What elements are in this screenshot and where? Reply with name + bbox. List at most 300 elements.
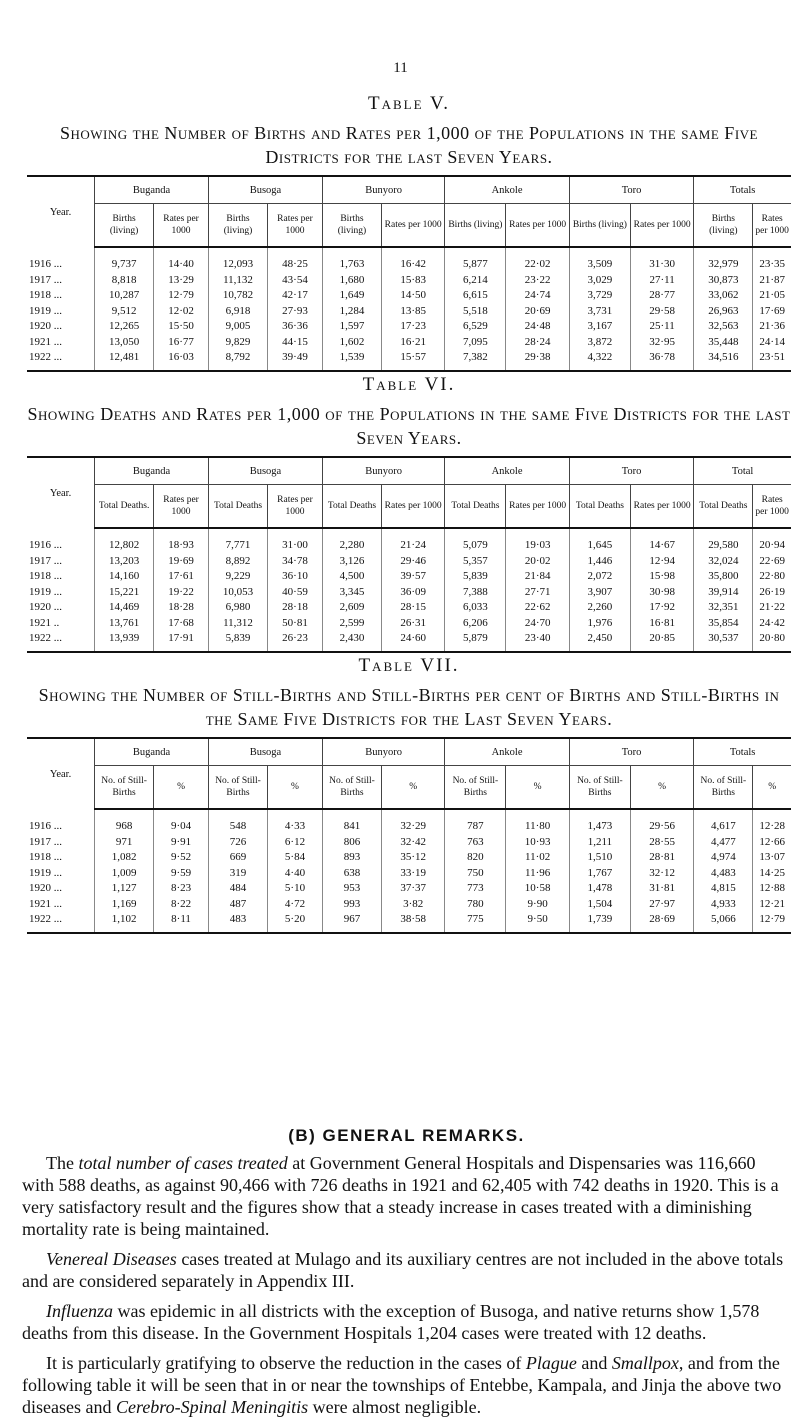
value-cell: 7,382 [445, 350, 506, 371]
group-ankole: Ankole [445, 738, 570, 766]
value-cell: 20·02 [506, 554, 569, 570]
sub-header-rates: Rates per 1000 [506, 204, 569, 248]
value-cell: 11·80 [506, 809, 569, 835]
year-cell: 1919 ... [29, 866, 62, 879]
sub-header-rates: Rates per 1000 [154, 204, 209, 248]
value-cell: 7,771 [208, 528, 267, 554]
value-cell: 5,839 [208, 631, 267, 652]
group-buganda: Buganda [95, 457, 209, 485]
value-cell: 35,854 [694, 616, 753, 632]
value-cell: 38·58 [382, 912, 445, 933]
value-cell: 13,203 [95, 554, 154, 570]
value-cell: 9·04 [154, 809, 209, 835]
value-cell: 8·23 [154, 881, 209, 897]
value-cell: 19·03 [506, 528, 569, 554]
value-cell: 39,914 [694, 585, 753, 601]
value-cell: 1,976 [569, 616, 630, 632]
emphasis-text: Venereal Diseases [46, 1249, 177, 1269]
table-vi [27, 456, 791, 653]
value-cell: 12,802 [95, 528, 154, 554]
year-cell: 1918 ... [29, 851, 62, 863]
value-cell: 11,312 [208, 616, 267, 632]
remarks-paragraph [22, 1152, 791, 1240]
value-cell: 21·24 [382, 528, 445, 554]
value-cell: 28·18 [268, 600, 323, 616]
value-cell: 1,009 [95, 866, 154, 882]
sub-header-rates: Rates per 1000 [382, 204, 445, 248]
value-cell: 15·83 [382, 273, 445, 289]
value-cell: 638 [322, 866, 381, 882]
value-cell: 5,066 [694, 912, 753, 933]
value-cell: 780 [445, 897, 506, 913]
sub-header-births: Births (living) [569, 204, 630, 248]
sub-header-deaths: Total Deaths [694, 485, 753, 529]
value-cell: 31·30 [630, 247, 693, 273]
sub-header-still-births: No. of Still-Births [694, 766, 753, 810]
value-cell: 1,767 [569, 866, 630, 882]
value-cell: 8,792 [208, 350, 267, 371]
value-cell: 13·29 [154, 273, 209, 289]
value-cell: 4,815 [694, 881, 753, 897]
value-cell: 1,680 [322, 273, 381, 289]
value-cell: 967 [322, 912, 381, 933]
value-cell: 17·61 [154, 569, 209, 585]
value-cell: 1,082 [95, 850, 154, 866]
emphasis-text: total number of cases treated [78, 1153, 288, 1173]
text-run: was epidemic in all districts with the exception of Busoga, and native returns show 1,578 deaths from this disease. In the Government Hospitals 1,204 cases were treated with 12 deaths. [22, 1301, 760, 1343]
year-cell: 1918 ... [29, 289, 62, 301]
emphasis-text: Influenza [46, 1301, 113, 1321]
text-run: cases treated at Mulago and its auxiliary centres are not included in the above totals and are considered separately in Appendix III. [22, 1249, 784, 1291]
table-vii-block [27, 655, 791, 934]
table-row [27, 912, 791, 933]
value-cell: 2,599 [322, 616, 381, 632]
value-cell: 806 [322, 835, 381, 851]
value-cell: 993 [322, 897, 381, 913]
value-cell: 1,504 [569, 897, 630, 913]
value-cell: 6,980 [208, 600, 267, 616]
year-cell: 1917 ... [29, 554, 62, 567]
value-cell: 9·52 [154, 850, 209, 866]
value-cell: 35,800 [694, 569, 753, 585]
value-cell: 15·50 [154, 319, 209, 335]
value-cell: 24·48 [506, 319, 569, 335]
value-cell: 1,763 [322, 247, 381, 273]
value-cell: 18·93 [154, 528, 209, 554]
value-cell: 1,211 [569, 835, 630, 851]
table-row [27, 850, 791, 866]
table-v [27, 175, 791, 372]
value-cell: 763 [445, 835, 506, 851]
value-cell: 893 [322, 850, 381, 866]
value-cell: 4·72 [268, 897, 323, 913]
table-row [27, 600, 791, 616]
year-cell: 1922 ... [27, 912, 95, 933]
year-cell: 1921 .. [29, 616, 60, 629]
value-cell: 29·58 [630, 304, 693, 320]
value-cell: 3,731 [569, 304, 630, 320]
group-totals: Totals [694, 176, 791, 204]
value-cell: 33,062 [694, 288, 753, 304]
value-cell: 12,265 [95, 319, 154, 335]
value-cell: 3,029 [569, 273, 630, 289]
value-cell: 26,963 [694, 304, 753, 320]
value-cell: 32·95 [630, 335, 693, 351]
sub-header-still-births: No. of Still-Births [322, 766, 381, 810]
value-cell: 14·67 [631, 528, 694, 554]
remarks-heading: (B) GENERAL REMARKS. [288, 1126, 525, 1145]
value-cell: 8,818 [95, 273, 154, 289]
sub-header-rates: Rates per 1000 [268, 485, 323, 529]
sub-header-deaths: Total Deaths. [95, 485, 154, 529]
value-cell: 13,761 [95, 616, 154, 632]
value-cell: 3,729 [569, 288, 630, 304]
value-cell: 16·21 [382, 335, 445, 351]
value-cell: 841 [322, 809, 381, 835]
value-cell: 669 [208, 850, 267, 866]
value-cell: 5,877 [445, 247, 506, 273]
value-cell: 23·40 [506, 631, 569, 652]
table-row [27, 350, 791, 371]
value-cell: 37·37 [382, 881, 445, 897]
value-cell: 13,939 [95, 631, 154, 652]
group-bunyoro: Bunyoro [322, 176, 444, 204]
value-cell: 483 [208, 912, 267, 933]
year-cell: 1920 ... [29, 882, 62, 894]
value-cell: 3·82 [382, 897, 445, 913]
value-cell: 10,782 [208, 288, 267, 304]
value-cell: 548 [208, 809, 267, 835]
value-cell: 319 [208, 866, 267, 882]
text-run: were almost negligible. [308, 1397, 482, 1417]
value-cell: 30·98 [631, 585, 694, 601]
value-cell: 22·69 [753, 554, 791, 570]
year-cell: 1916 ... [29, 819, 62, 832]
value-cell: 8,892 [208, 554, 267, 570]
value-cell: 42·17 [268, 288, 323, 304]
value-cell: 1,645 [569, 528, 630, 554]
value-cell: 10,287 [95, 288, 154, 304]
value-cell: 16·03 [154, 350, 209, 371]
value-cell: 9,737 [95, 247, 154, 273]
value-cell: 32,024 [694, 554, 753, 570]
value-cell: 6,615 [445, 288, 506, 304]
value-cell: 1,510 [569, 850, 630, 866]
value-cell: 23·51 [753, 350, 791, 371]
value-cell: 32·29 [382, 809, 445, 835]
value-cell: 24·42 [753, 616, 791, 632]
value-cell: 33·19 [382, 866, 445, 882]
sub-header-deaths: Total Deaths [569, 485, 630, 529]
value-cell: 14·40 [154, 247, 209, 273]
value-cell: 8·11 [154, 912, 209, 933]
value-cell: 1,597 [322, 319, 381, 335]
sub-header-rates: Rates per 1000 [382, 485, 445, 529]
value-cell: 22·80 [753, 569, 791, 585]
value-cell: 2,260 [569, 600, 630, 616]
sub-header-rates: Rates per 1000 [753, 204, 791, 248]
sub-header-percent: % [382, 766, 445, 810]
value-cell: 26·31 [382, 616, 445, 632]
value-cell: 39·57 [382, 569, 445, 585]
page-number: 11 [393, 60, 408, 76]
value-cell: 12·21 [753, 897, 791, 913]
value-cell: 9·91 [154, 835, 209, 851]
value-cell: 14,469 [95, 600, 154, 616]
value-cell: 11·96 [506, 866, 569, 882]
value-cell: 15·57 [382, 350, 445, 371]
value-cell: 44·15 [268, 335, 323, 351]
group-buganda: Buganda [95, 176, 209, 204]
table-vii-title: Table VII. [358, 655, 460, 676]
value-cell: 6,529 [445, 319, 506, 335]
group-busoga: Busoga [208, 738, 322, 766]
value-cell: 4·40 [268, 866, 323, 882]
value-cell: 1,649 [322, 288, 381, 304]
value-cell: 19·69 [154, 554, 209, 570]
table-vi-title: Table VI. [362, 374, 456, 395]
value-cell: 1,446 [569, 554, 630, 570]
group-totals: Totals [694, 738, 791, 766]
value-cell: 14·25 [753, 866, 791, 882]
value-cell: 12·28 [753, 809, 791, 835]
value-cell: 4,933 [694, 897, 753, 913]
value-cell: 9·59 [154, 866, 209, 882]
sub-header-still-births: No. of Still-Births [95, 766, 154, 810]
sub-header-births: Births (living) [95, 204, 154, 248]
value-cell: 18·28 [154, 600, 209, 616]
sub-header-births: Births (living) [445, 204, 506, 248]
table-row [27, 866, 791, 882]
value-cell: 28·55 [630, 835, 693, 851]
value-cell: 5,839 [445, 569, 506, 585]
value-cell: 775 [445, 912, 506, 933]
text-run: It is particularly gratifying to observe the reduction in the cases of [46, 1353, 526, 1373]
value-cell: 15,221 [95, 585, 154, 601]
value-cell: 29·46 [382, 554, 445, 570]
value-cell: 484 [208, 881, 267, 897]
group-toro: Toro [569, 738, 693, 766]
value-cell: 3,509 [569, 247, 630, 273]
value-cell: 5,357 [445, 554, 506, 570]
value-cell: 4,483 [694, 866, 753, 882]
year-cell: 1919 ... [29, 304, 62, 317]
value-cell: 787 [445, 809, 506, 835]
table-row [27, 335, 791, 351]
value-cell: 5·20 [268, 912, 323, 933]
year-cell: 1920 ... [29, 320, 62, 332]
value-cell: 487 [208, 897, 267, 913]
value-cell: 28·77 [630, 288, 693, 304]
value-cell: 27·97 [630, 897, 693, 913]
value-cell: 20·69 [506, 304, 569, 320]
year-header: Year. [27, 176, 95, 247]
group-ankole: Ankole [445, 457, 570, 485]
table-row [27, 319, 791, 335]
value-cell: 34·78 [268, 554, 323, 570]
value-cell: 1,127 [95, 881, 154, 897]
value-cell: 29·56 [630, 809, 693, 835]
table-row [27, 897, 791, 913]
year-cell: 1917 ... [29, 835, 62, 848]
value-cell: 21·36 [753, 319, 791, 335]
value-cell: 22·62 [506, 600, 569, 616]
value-cell: 953 [322, 881, 381, 897]
value-cell: 12·66 [753, 835, 791, 851]
value-cell: 1,739 [569, 912, 630, 933]
value-cell: 750 [445, 866, 506, 882]
value-cell: 28·81 [630, 850, 693, 866]
value-cell: 12·79 [154, 288, 209, 304]
emphasis-text: Plague [525, 1353, 577, 1373]
value-cell: 8·22 [154, 897, 209, 913]
value-cell: 28·24 [506, 335, 569, 351]
remarks-paragraph [22, 1248, 791, 1292]
value-cell: 16·77 [154, 335, 209, 351]
value-cell: 27·71 [506, 585, 569, 601]
value-cell: 22·02 [506, 247, 569, 273]
value-cell: 12·02 [154, 304, 209, 320]
value-cell: 30,537 [694, 631, 753, 652]
value-cell: 3,126 [322, 554, 381, 570]
table-vii-caption: Showing the Number of Still-Births and Still-Births per cent of Births and Still-Births in the Same Five Districts for the Last Seven Years. [38, 685, 780, 729]
value-cell: 28·69 [630, 912, 693, 933]
year-cell: 1917 ... [29, 273, 62, 286]
year-cell: 1920 ... [29, 601, 62, 613]
sub-header-percent: % [268, 766, 323, 810]
value-cell: 6,206 [445, 616, 506, 632]
sub-header-percent: % [154, 766, 209, 810]
value-cell: 1,102 [95, 912, 154, 933]
value-cell: 17·23 [382, 319, 445, 335]
value-cell: 4,477 [694, 835, 753, 851]
value-cell: 9,229 [208, 569, 267, 585]
emphasis-text: Smallpox [611, 1353, 679, 1373]
value-cell: 6,214 [445, 273, 506, 289]
value-cell: 3,872 [569, 335, 630, 351]
group-bunyoro: Bunyoro [322, 738, 444, 766]
value-cell: 24·70 [506, 616, 569, 632]
value-cell: 2,430 [322, 631, 381, 652]
value-cell: 36·10 [268, 569, 323, 585]
text-run: and [576, 1353, 612, 1373]
value-cell: 726 [208, 835, 267, 851]
general-remarks [22, 1126, 791, 1426]
year-cell: 1916 ... [29, 257, 62, 270]
remarks-paragraph [22, 1300, 791, 1344]
table-row [27, 554, 791, 570]
value-cell: 32,351 [694, 600, 753, 616]
value-cell: 40·59 [268, 585, 323, 601]
value-cell: 3,907 [569, 585, 630, 601]
remarks-paragraph [22, 1352, 791, 1418]
value-cell: 14,160 [95, 569, 154, 585]
table-row [27, 881, 791, 897]
year-header: Year. [27, 738, 95, 809]
value-cell: 32·12 [630, 866, 693, 882]
value-cell: 30,873 [694, 273, 753, 289]
value-cell: 4·33 [268, 809, 323, 835]
table-row [27, 528, 791, 554]
value-cell: 20·80 [753, 631, 791, 652]
value-cell: 5·10 [268, 881, 323, 897]
value-cell: 2,609 [322, 600, 381, 616]
group-ankole: Ankole [445, 176, 570, 204]
sub-header-percent: % [753, 766, 791, 810]
value-cell: 1,539 [322, 350, 381, 371]
value-cell: 9,005 [208, 319, 267, 335]
value-cell: 29,580 [694, 528, 753, 554]
emphasis-text: Cerebro-Spinal Meningitis [115, 1397, 309, 1417]
value-cell: 971 [95, 835, 154, 851]
sub-header-births: Births (living) [322, 204, 381, 248]
value-cell: 5,518 [445, 304, 506, 320]
value-cell: 5,079 [445, 528, 506, 554]
value-cell: 17·68 [154, 616, 209, 632]
value-cell: 16·81 [631, 616, 694, 632]
table-row [27, 631, 791, 652]
group-bunyoro: Bunyoro [322, 457, 444, 485]
year-cell: 1916 ... [29, 538, 62, 551]
year-cell: 1921 ... [29, 897, 62, 910]
table-row [27, 304, 791, 320]
year-cell: 1918 ... [29, 570, 62, 582]
value-cell: 16·42 [382, 247, 445, 273]
year-cell: 1922 ... [27, 631, 95, 652]
value-cell: 13,050 [95, 335, 154, 351]
year-cell: 1921 ... [29, 335, 62, 348]
value-cell: 12·94 [631, 554, 694, 570]
value-cell: 4,974 [694, 850, 753, 866]
value-cell: 31·81 [630, 881, 693, 897]
table-row [27, 835, 791, 851]
value-cell: 9,512 [95, 304, 154, 320]
value-cell: 10·93 [506, 835, 569, 851]
sub-header-still-births: No. of Still-Births [445, 766, 506, 810]
text-run: at Government General Hospitals and Dispensaries was 116,660 with 588 deaths, as against 90,466 with 726 deaths in 1921 and 62,405 with 742 deaths in 1920. This is a very satisfactory result and the figures show that a steady increase in cases treated with a diminishing mortality rate is being maintained. [22, 1153, 779, 1239]
sub-header-percent: % [506, 766, 569, 810]
group-toro: Toro [569, 457, 693, 485]
value-cell: 6,033 [445, 600, 506, 616]
sub-header-rates: Rates per 1000 [753, 485, 791, 529]
value-cell: 1,602 [322, 335, 381, 351]
value-cell: 12,481 [95, 350, 154, 371]
table-vi-block [27, 374, 791, 653]
value-cell: 24·60 [382, 631, 445, 652]
value-cell: 17·69 [753, 304, 791, 320]
value-cell: 32·42 [382, 835, 445, 851]
year-header: Year. [27, 457, 95, 528]
value-cell: 25·11 [630, 319, 693, 335]
value-cell: 21·84 [506, 569, 569, 585]
value-cell: 17·92 [631, 600, 694, 616]
sub-header-still-births: No. of Still-Births [569, 766, 630, 810]
table-row [27, 569, 791, 585]
sub-header-births: Births (living) [694, 204, 753, 248]
value-cell: 19·22 [154, 585, 209, 601]
group-total: Total [694, 457, 791, 485]
value-cell: 968 [95, 809, 154, 835]
value-cell: 50·81 [268, 616, 323, 632]
table-row [27, 809, 791, 835]
value-cell: 15·98 [631, 569, 694, 585]
value-cell: 9·50 [506, 912, 569, 933]
text-run: , and from the following table it will be seen that in or near the townships of Entebbe, Kampala, and Jinja the above two diseases and [22, 1353, 782, 1417]
value-cell: 2,450 [569, 631, 630, 652]
value-cell: 820 [445, 850, 506, 866]
group-busoga: Busoga [208, 457, 322, 485]
sub-header-deaths: Total Deaths [322, 485, 381, 529]
